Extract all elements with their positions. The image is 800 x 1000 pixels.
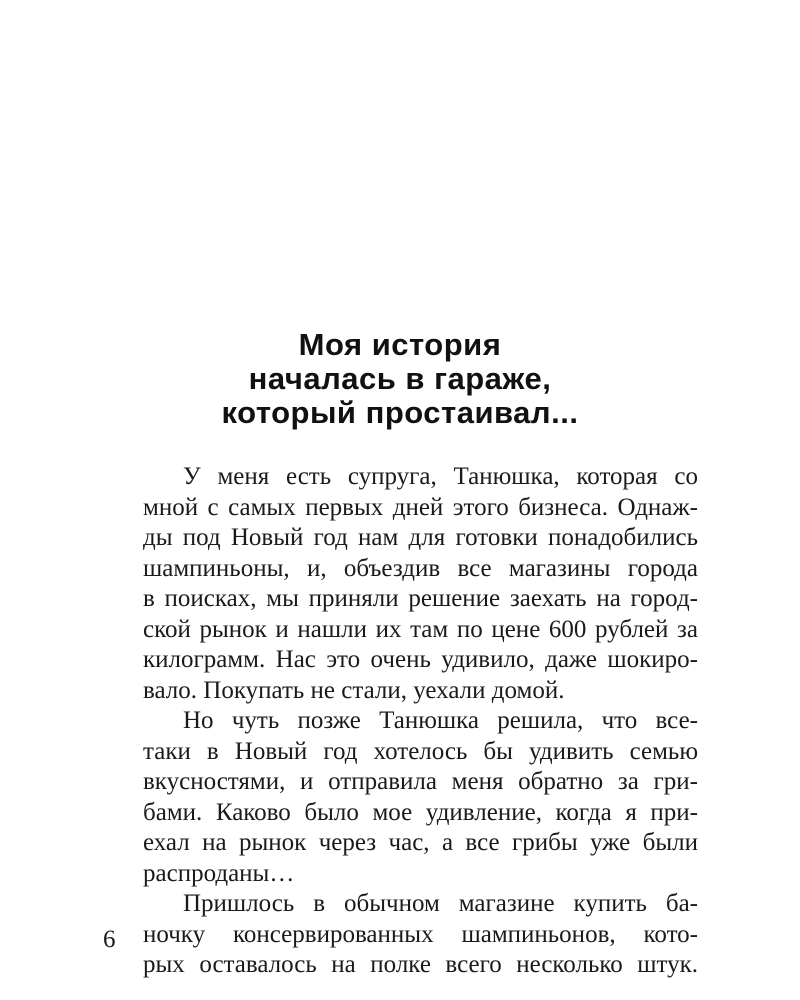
- text-line: таки в Новый год хотелось бы удивить семью: [143, 737, 698, 765]
- text-line: ночку консервированных шампиньонов, кото-: [143, 920, 698, 948]
- body-text: [103, 462, 698, 981]
- text-line: ской рынок и нашли их там по цене 600 рублей за: [143, 615, 698, 643]
- paragraph-3: [103, 889, 698, 981]
- text-line: У меня есть супруга, Танюшка, которая со: [183, 463, 698, 490]
- text-line: Пришлось в обычном магазине купить ба-: [183, 890, 698, 917]
- chapter-title: [100, 328, 700, 430]
- text-line: шампиньоны, и, объездив все магазины города: [143, 554, 698, 582]
- chapter-title-line: началась в гараже,: [248, 361, 552, 396]
- paragraph-2: [103, 706, 698, 889]
- text-line: вало. Покупать не стали, уехали домой.: [143, 676, 565, 704]
- text-line: бами. Каково было мое удивление, когда я при-: [143, 798, 698, 826]
- paragraph-1: [103, 462, 698, 706]
- text-line: килограмм. Нас это очень удивило, даже шокиро-: [143, 646, 698, 673]
- text-line: Но чуть позже Танюшка решила, что все-: [183, 707, 698, 734]
- text-line: ды под Новый год нам для готовки понадобились: [143, 524, 698, 551]
- chapter-title-line: который простаивал...: [221, 395, 579, 430]
- text-line: в поисках, мы приняли решение заехать на город-: [143, 585, 698, 612]
- text-line: распроданы…: [143, 859, 295, 887]
- page-number: 6: [103, 926, 116, 953]
- text-line: ехал на рынок через час, а все грибы уже были: [143, 829, 698, 856]
- chapter-title-line: Моя история: [298, 327, 502, 362]
- text-line: вкусностями, и отправила меня обратно за гри-: [143, 768, 698, 795]
- text-line: мной с самых первых дней этого бизнеса. Однаж-: [143, 493, 698, 521]
- text-line: рых оставалось на полке всего несколько штук.: [143, 951, 698, 978]
